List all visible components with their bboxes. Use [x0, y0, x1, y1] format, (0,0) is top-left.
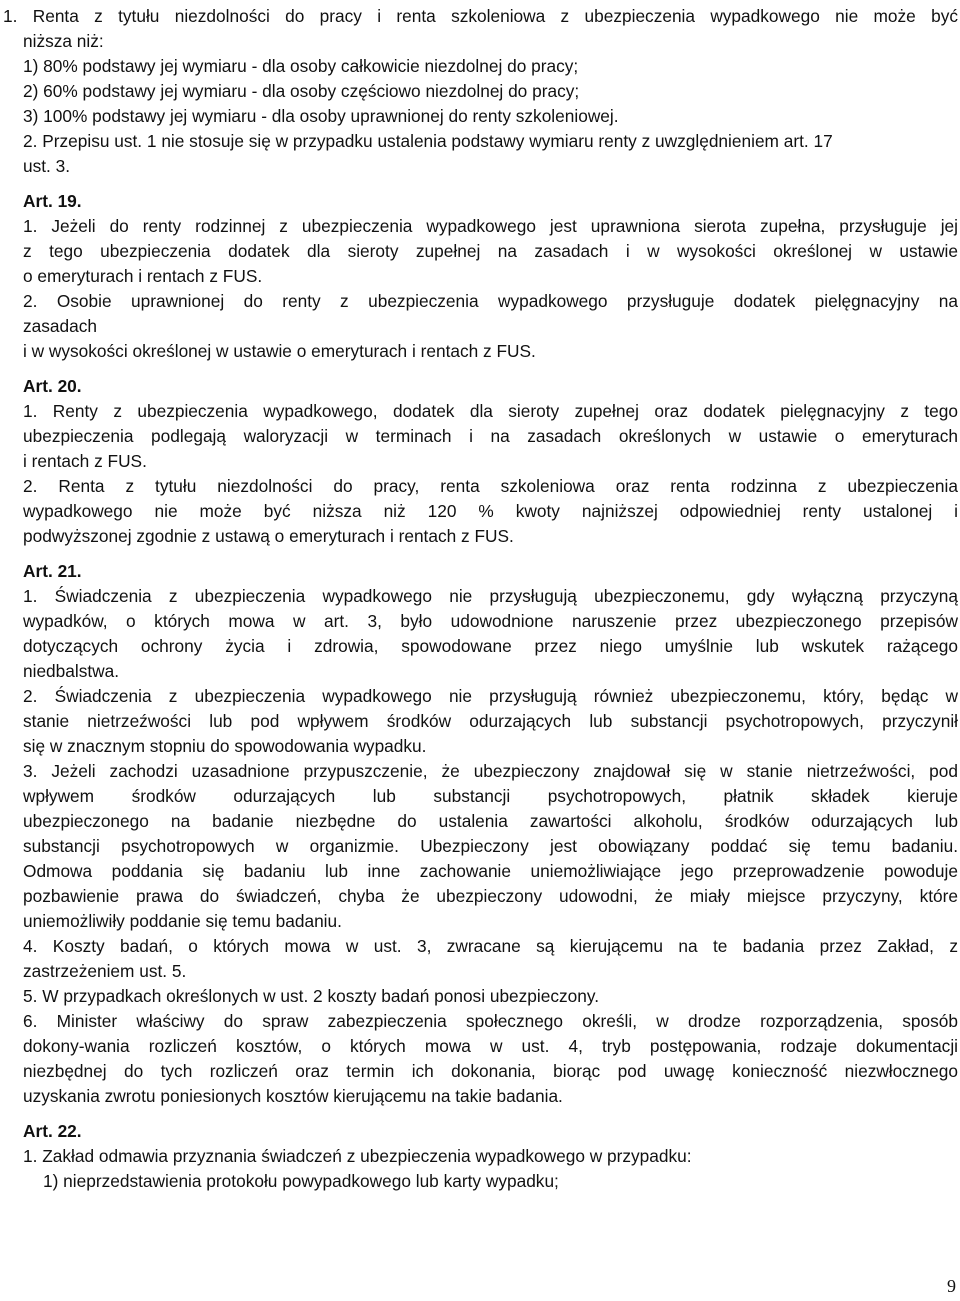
text-line: dotyczących ochrony życia i zdrowia, spowodowane przez niego umyślnie lub wskutek rażącego [23, 636, 958, 656]
text-line: 2. Przepisu ust. 1 nie stosuje się w przypadku ustalenia podstawy wymiaru renty z uwzględnieniem art. 17 [23, 131, 833, 151]
text-line: 1) nieprzedstawienia protokołu powypadkowego lub karty wypadku; [43, 1171, 559, 1191]
text-line: 1. Świadczenia z ubezpieczenia wypadkowego nie przysługują ubezpieczonemu, gdy wyłączną przyczyną [23, 586, 958, 606]
text-line: 1. Renty z ubezpieczenia wypadkowego, dodatek dla sieroty zupełnej oraz dodatek pielęgnacyjny z tego [23, 401, 958, 421]
text-line: zastrzeżeniem ust. 5. [23, 961, 187, 981]
text-line: i w wysokości określonej w ustawie o emeryturach i rentach z FUS. [23, 341, 536, 361]
text-line: ubezpieczenia podlegają waloryzacji w terminach i na zasadach określonych w ustawie o emeryturach [23, 426, 958, 446]
text-line: i rentach z FUS. [23, 451, 147, 471]
text-line: 2. Świadczenia z ubezpieczenia wypadkowego nie przysługują również ubezpieczonemu, który, będąc w [23, 686, 958, 706]
text-line: 5. W przypadkach określonych w ust. 2 koszty badań ponosi ubezpieczony. [23, 986, 600, 1006]
text-line: podwyższonej zgodnie z ustawą o emeryturach i rentach z FUS. [23, 526, 514, 546]
article-heading: Art. 21. [23, 561, 82, 581]
text-line: wypadków, o których mowa w art. 3, było udowodnione naruszenie przez ubezpieczonego przepisów [23, 611, 958, 631]
text-line: niższa niż: [23, 31, 104, 51]
text-line: ust. 3. [23, 156, 71, 176]
text-line: zasadach [23, 316, 97, 336]
text-line: substancji psychotropowych w organizmie. Ubezpieczony jest obowiązany poddać się temu badaniu. [23, 836, 958, 856]
text-line: 3. Jeżeli zachodzi uzasadnione przypuszczenie, że ubezpieczony znajdował się w stanie nietrzeźwości, pod [23, 761, 958, 781]
text-line: uniemożliwiły poddanie się temu badaniu. [23, 911, 342, 931]
text-line: 1) 80% podstawy jej wymiaru - dla osoby całkowicie niezdolnej do pracy; [23, 56, 579, 76]
text-line: Odmowa poddania się badaniu lub inne zachowanie uniemożliwiające jego przeprowadzenie powoduje [23, 861, 958, 881]
text-line: 1. Zakład odmawia przyznania świadczeń z ubezpieczenia wypadkowego w przypadku: [23, 1146, 692, 1166]
text-line: 4. Koszty badań, o których mowa w ust. 3, zwracane są kierującemu na te badania przez Zakład, z [23, 936, 958, 956]
article-heading: Art. 19. [23, 191, 82, 211]
text-line: wpływem środków odurzających lub substancji psychotropowych, płatnik składek kieruje [23, 786, 958, 806]
article-heading: Art. 22. [23, 1121, 82, 1141]
text-line: pozbawienie prawa do świadczeń, chyba że ubezpieczony udowodni, że miały miejsce przyczyny, które [23, 886, 958, 906]
text-line: niedbalstwa. [23, 661, 120, 681]
text-line: niezbędnej do tych rozliczeń oraz termin ich dokonania, biorąc pod uwagę konieczność niezwłocznego [23, 1061, 958, 1081]
text-line: dokony-wania rozliczeń kosztów, o których mowa w ust. 4, tryb postępowania, rodzaje dokumentacji [23, 1036, 958, 1056]
text-line: 1. Renta z tytułu niezdolności do pracy i renta szkoleniowa z ubezpieczenia wypadkowego nie może być [3, 6, 958, 26]
document-body [3, 4, 958, 1194]
text-line: o emeryturach i rentach z FUS. [23, 266, 263, 286]
text-line: się w znacznym stopniu do spowodowania wypadku. [23, 736, 427, 756]
text-line: 2) 60% podstawy jej wymiaru - dla osoby częściowo niezdolnej do pracy; [23, 81, 580, 101]
page-number: 9 [947, 1276, 956, 1296]
text-line: 3) 100% podstawy jej wymiaru - dla osoby uprawnionej do renty szkoleniowej. [23, 106, 619, 126]
text-line: 1. Jeżeli do renty rodzinnej z ubezpieczenia wypadkowego jest uprawniona sierota zupełna, przysługuje jej [23, 216, 958, 236]
text-line: 2. Renta z tytułu niezdolności do pracy, renta szkoleniowa oraz renta rodzinna z ubezpieczenia [23, 476, 958, 496]
text-line: stanie nietrzeźwości lub pod wpływem środków odurzających lub substancji psychotropowych, przyczynił [23, 711, 958, 731]
article-heading: Art. 20. [23, 376, 82, 396]
text-line: ubezpieczonego na badanie niezbędne do ustalenia zawartości alkoholu, środków odurzających lub [23, 811, 958, 831]
text-line: wypadkowego nie może być niższa niż 120 % kwoty najniższej odpowiedniej renty ustalonej i [23, 501, 958, 521]
text-line: 6. Minister właściwy do spraw zabezpieczenia społecznego określi, w drodze rozporządzenia, sposób [23, 1011, 958, 1031]
text-line: 2. Osobie uprawnionej do renty z ubezpieczenia wypadkowego przysługuje dodatek pielęgnacyjny na [23, 291, 958, 311]
text-line: z tego ubezpieczenia dodatek dla sieroty zupełnej na zasadach i w wysokości określonej w ustawie [23, 241, 958, 261]
text-line: uzyskania zwrotu poniesionych kosztów kierującemu na takie badania. [23, 1086, 563, 1106]
